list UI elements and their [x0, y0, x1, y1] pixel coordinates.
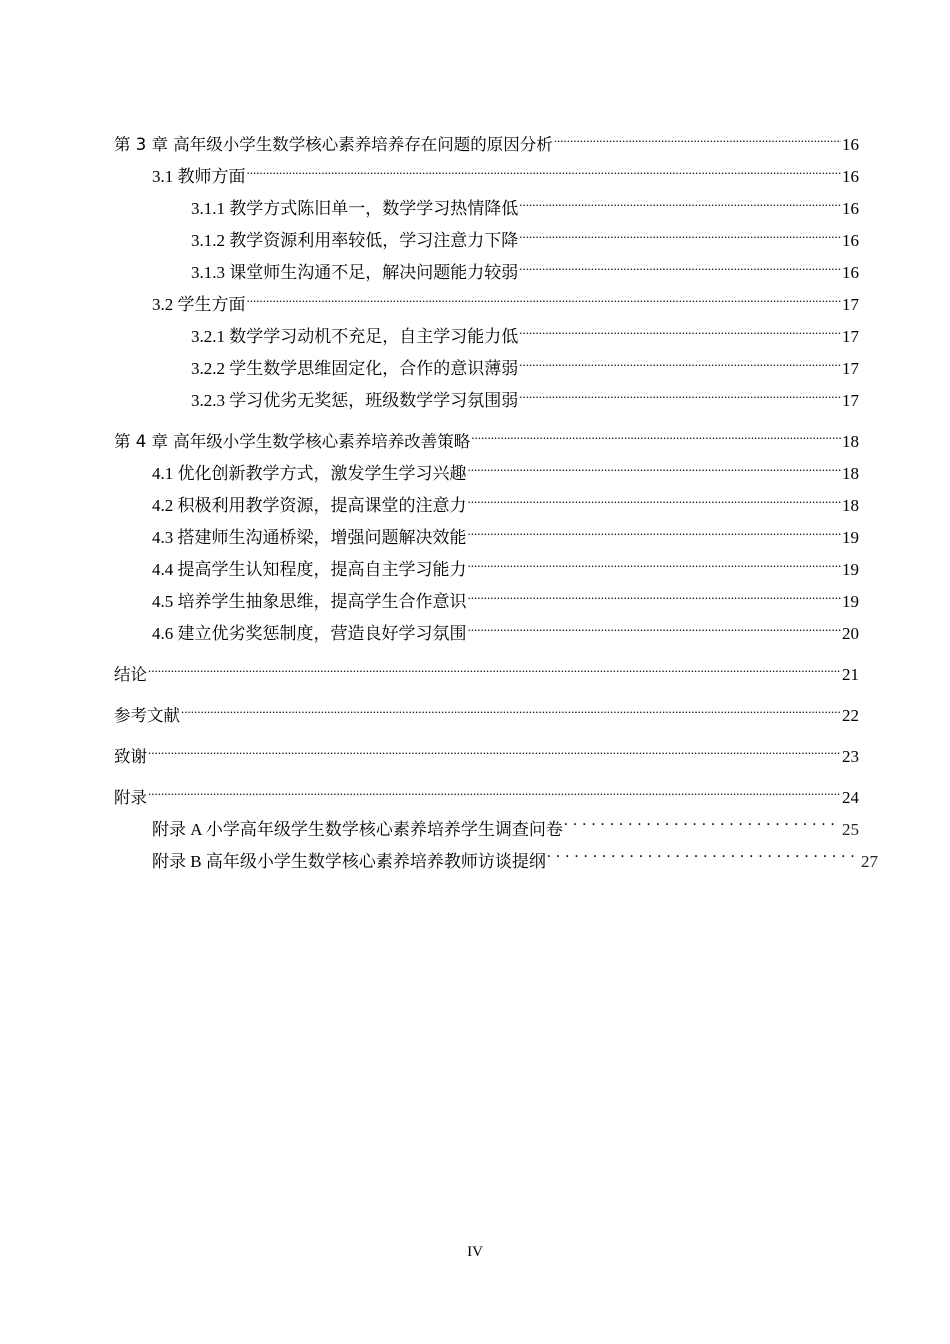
toc-entry-title: 4.6 建立优劣奖惩制度，营造良好学习氛围	[152, 624, 467, 643]
toc-entry-title: 3.1.2 教学资源利用率较低，学习注意力下降	[191, 231, 519, 250]
toc-entry-page: 23	[842, 747, 859, 766]
toc-entry-title: 结论	[114, 665, 147, 684]
toc-entry-chapter-4[interactable]	[114, 415, 859, 451]
toc-entry-page: 17	[842, 327, 859, 346]
toc-entry-page: 18	[842, 496, 859, 515]
toc-entry-title: 3.2.3 学习优劣无奖惩，班级数学学习氛围弱	[191, 391, 519, 410]
toc-entry-title: 致谢	[114, 747, 147, 766]
toc-entry-title: 第 3 章 高年级小学生数学核心素养培养存在问题的原因分析	[114, 135, 553, 154]
dot-leader	[148, 648, 841, 680]
dot-leader	[468, 447, 842, 479]
toc-entry-title: 3.1.3 课堂师生沟通不足，解决问题能力较弱	[191, 263, 519, 282]
toc-entry-page: 21	[842, 665, 859, 684]
toc-entry-page: 16	[842, 231, 859, 250]
dot-leader	[519, 374, 841, 406]
toc-entry-title: 3.2.1 数学学习动机不充足，自主学习能力低	[191, 327, 519, 346]
dot-leader	[519, 246, 841, 278]
dot-leader	[468, 511, 842, 543]
dot-leader	[519, 342, 841, 374]
toc-entry-title: 4.4 提高学生认知程度，提高自主学习能力	[152, 560, 467, 579]
toc-entry-title: 4.2 积极利用教学资源，提高课堂的注意力	[152, 496, 467, 515]
dot-leader	[148, 730, 841, 762]
toc-entry-appendix-a[interactable]	[114, 803, 859, 839]
toc-entry-chapter-3[interactable]	[114, 118, 859, 154]
table-of-contents	[114, 118, 878, 871]
toc-entry-page: 24	[842, 788, 859, 807]
toc-entry-page: 17	[842, 391, 859, 410]
toc-entry-page: 20	[842, 624, 859, 643]
toc-entry-appendix[interactable]	[114, 771, 859, 807]
dot-leader	[468, 575, 842, 607]
dot-leader	[181, 689, 841, 721]
toc-entry-title: 3.1.1 教学方式陈旧单一，数学学习热情降低	[191, 199, 519, 218]
toc-entry-title: 附录	[114, 788, 147, 807]
toc-entry-title: 4.3 搭建师生沟通桥梁，增强问题解决效能	[152, 528, 467, 547]
toc-entry-page: 19	[842, 560, 859, 579]
dot-leader	[468, 479, 842, 511]
dot-leader	[547, 835, 860, 867]
toc-entry-title: 4.5 培养学生抽象思维，提高学生合作意识	[152, 592, 467, 611]
toc-entry-title: 3.2 学生方面	[152, 295, 246, 314]
toc-entry-page: 19	[842, 528, 859, 547]
toc-entry-page: 17	[842, 359, 859, 378]
dot-leader	[247, 150, 842, 182]
dot-leader	[554, 118, 841, 150]
toc-entry-page: 17	[842, 295, 859, 314]
toc-entry-conclusion[interactable]	[114, 648, 859, 684]
toc-entry-title: 3.2.2 学生数学思维固定化，合作的意识薄弱	[191, 359, 519, 378]
toc-entry-title: 4.1 优化创新教学方式，激发学生学习兴趣	[152, 464, 467, 483]
toc-entry-page: 16	[842, 199, 859, 218]
toc-entry-page: 18	[842, 432, 859, 451]
toc-entry-title: 参考文献	[114, 706, 180, 725]
toc-entry-page: 19	[842, 592, 859, 611]
dot-leader	[564, 803, 841, 835]
toc-entry-acknowledgements[interactable]	[114, 730, 859, 766]
toc-entry-page: 16	[842, 167, 859, 186]
toc-entry-page: 27	[861, 852, 878, 871]
dot-leader	[468, 543, 842, 575]
dot-leader	[468, 607, 842, 639]
dot-leader	[519, 182, 841, 214]
toc-entry-references[interactable]	[114, 689, 859, 725]
toc-entry-page: 16	[842, 263, 859, 282]
dot-leader	[148, 771, 841, 803]
page-number-footer: IV	[467, 1244, 483, 1260]
dot-leader	[247, 278, 842, 310]
dot-leader	[471, 415, 841, 447]
toc-entry-page: 22	[842, 706, 859, 725]
toc-entry-title: 附录 B 高年级小学生数学核心素养培养教师访谈提纲	[152, 852, 546, 871]
toc-entry-title: 附录 A 小学高年级学生数学核心素养培养学生调查问卷	[152, 820, 563, 839]
toc-entry-page: 18	[842, 464, 859, 483]
toc-entry-title: 第 4 章 高年级小学生数学核心素养培养改善策略	[114, 432, 471, 451]
dot-leader	[519, 310, 841, 342]
dot-leader	[519, 214, 841, 246]
toc-entry-page: 16	[842, 135, 859, 154]
toc-entry-page: 25	[842, 820, 859, 839]
toc-entry-title: 3.1 教师方面	[152, 167, 246, 186]
